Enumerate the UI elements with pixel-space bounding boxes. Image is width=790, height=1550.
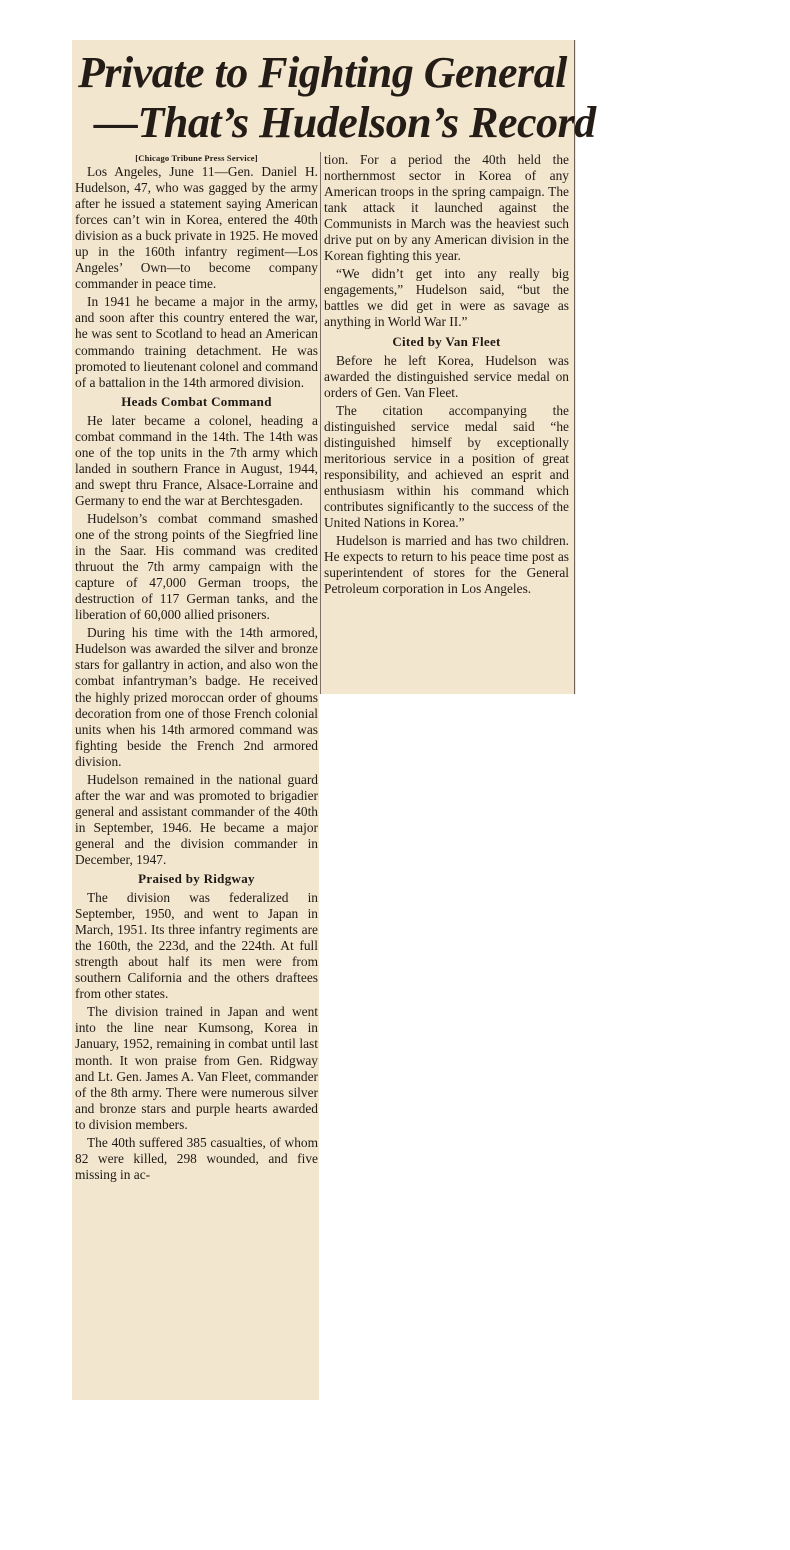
article-paragraph: He later became a colonel, heading a combat command in the 14th. The 14th was one of the top units in the 7th army which landed in southern France in August, 1944, and swept thru France, Alsace-Lorraine and Germany to end the war at Berchtesgaden. <box>75 412 318 508</box>
column-divider <box>320 152 321 694</box>
subheading: Heads Combat Command <box>121 393 272 409</box>
article-paragraph: During his time with the 14th armored, Hudelson was awarded the silver and bronze stars for gallantry in action, and also won the combat infantryman’s badge. He received the highly prized moroccan order of ghoums decoration from one of those French colonial units when his 14th armored command was fighting beside the French 2nd armored division. <box>75 625 318 769</box>
article-paragraph: Before he left Korea, Hudelson was awarded the distinguished service medal on orders of Gen. Van Fleet. <box>324 352 569 400</box>
article-paragraph: Hudelson is married and has two children. He expects to return to his peace time post as superintendent of stores for the General Petroleum corporation in Los Angeles. <box>324 533 569 597</box>
article-paragraph: The citation accompanying the distinguished service medal said “he distinguished himself by exceptionally meritorious service in a position of great responsibility, and achieved an esprit and enthusiasm within his command which contributes significantly to the success of the United Nations in Korea.” <box>324 402 569 531</box>
headline-line-1: Private to Fighting General <box>78 48 567 97</box>
subheading: Praised by Ridgway <box>138 871 255 887</box>
headline <box>74 44 596 154</box>
headline-line-2: —That’s Hudelson’s Record <box>94 98 596 147</box>
article-paragraph: “We didn’t get into any really big engagements,” Hudelson said, “but the battles we did get in were as savage as anything in World War II.” <box>324 266 569 330</box>
article-paragraph: Los Angeles, June 11—Gen. Daniel H. Hudelson, 47, who was gagged by the army after he issued a statement saying American forces can’t win in Korea, entered the 40th division as a buck private in 1925. He moved up in the 160th infantry regiment—Los Angeles’ Own—to become company commander in peace time. <box>75 164 318 292</box>
article-paragraph: The division trained in Japan and went into the line near Kumsong, Korea in January, 1952, remaining in combat until last month. It won praise from Gen. Ridgway and Lt. Gen. James A. Van Fleet, commander of the 8th army. There were numerous silver and bronze stars and purple hearts awarded to division members. <box>75 1004 318 1132</box>
article-paragraph: The 40th suffered 385 casualties, of whom 82 were killed, 298 wounded, and five missing in ac- <box>75 1134 318 1182</box>
article-paragraph: tion. For a period the 40th held the northernmost sector in Korea of any American troops in the spring campaign. The tank attack it launched against the Communists in March was the heaviest such drive put on by any American division in the Korean fighting this year. <box>324 152 569 264</box>
subheading: Cited by Van Fleet <box>392 333 501 349</box>
article-column-right <box>324 152 569 597</box>
article-paragraph: The division was federalized in September, 1950, and went to Japan in March, 1951. Its three infantry regiments are the 160th, the 223d, and the 224th. At full strength about half its men were from southern California and the others draftees from other states. <box>75 890 318 1002</box>
article-column-left <box>75 152 318 1183</box>
article-paragraph: Hudelson’s combat command smashed one of the strong points of the Siegfried line in the Saar. His command was credited thruout the 7th army campaign with the capture of 47,000 German troops, the destruction of 117 German tanks, and the liberation of 60,000 allied prisoners. <box>75 510 318 623</box>
article-paragraph: Hudelson remained in the national guard after the war and was promoted to brigadier general and assistant commander of the 40th in September, 1946. He became a major general and the division commander in December, 1947. <box>75 771 318 867</box>
byline: [Chicago Tribune Press Service] <box>135 153 258 163</box>
article-paragraph: In 1941 he became a major in the army, and soon after this country entered the war, he was sent to Scotland to head an American commando training detachment. He was promoted to lieutenant colonel and command of a battalion in the 14th armored division. <box>75 294 318 390</box>
